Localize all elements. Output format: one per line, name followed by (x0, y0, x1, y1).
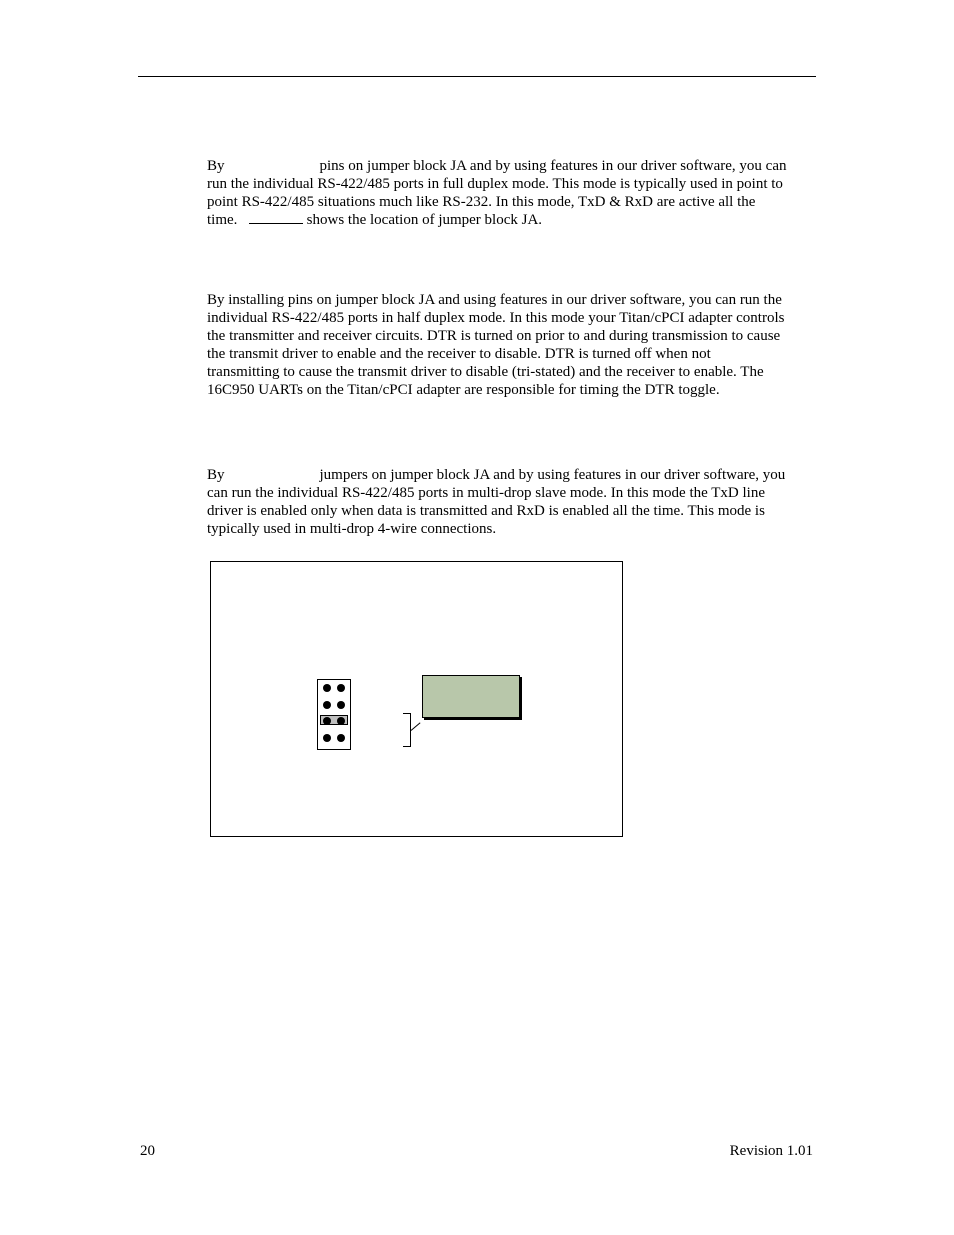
callout-label-box (422, 675, 520, 718)
page-number: 20 (140, 1143, 155, 1159)
jumper-block-ja (317, 679, 351, 750)
paragraph-text: pins on jumper block JA and by using features in our driver software, you can (319, 158, 787, 174)
paragraph-line: the transmitter and receiver circuits. DTR is turned on prior to and during transmission to cause (207, 328, 781, 344)
paragraph-line: typically used in multi-drop 4-wire connections. (207, 521, 497, 537)
paragraph-line: run the individual RS-422/485 ports in full duplex mode. This mode is typically used in point to (207, 176, 783, 192)
jumper-pin (337, 684, 345, 692)
paragraph-line: 16C950 UARTs on the Titan/cPCI adapter are responsible for timing the DTR toggle. (207, 382, 720, 398)
paragraph-line (207, 211, 817, 229)
paragraph-line: driver is enabled only when data is transmitted and RxD is enabled all the time. This mode is (207, 503, 765, 519)
paragraph-line (207, 157, 817, 175)
full-duplex-paragraph (207, 157, 817, 229)
jumper-pin (323, 717, 331, 725)
paragraph-line: By installing pins on jumper block JA and using features in our driver software, you can run the (207, 292, 782, 308)
jumper-pin (337, 701, 345, 709)
paragraph-text: time. (207, 212, 238, 228)
half-duplex-paragraph (207, 291, 817, 399)
figure-reference-link[interactable] (249, 211, 303, 224)
paragraph-text: By (207, 467, 225, 483)
paragraph-text: shows the location of jumper block JA. (306, 212, 543, 228)
paragraph-line: the transmit driver to enable and the receiver to disable. DTR is turned off when not (207, 346, 711, 362)
paragraph-text: By (207, 158, 225, 174)
paragraph-line (207, 466, 817, 484)
jumper-pin (337, 717, 345, 725)
jumper-pin (323, 684, 331, 692)
paragraph-text: jumpers on jumper block JA and by using features in our driver software, you (319, 467, 786, 483)
header-rule (138, 76, 816, 77)
jumper-pin (337, 734, 345, 742)
revision-label: Revision 1.01 (729, 1143, 813, 1159)
callout-leader-line (411, 722, 421, 730)
paragraph-line: can run the individual RS-422/485 ports in multi-drop slave mode. In this mode the TxD line (207, 485, 765, 501)
paragraph-line: point RS-422/485 situations much like RS-232. In this mode, TxD & RxD are active all the (207, 194, 756, 210)
paragraph-line: transmitting to cause the transmit driver to disable (tri-stated) and the receiver to enable. The (207, 364, 764, 380)
jumper-figure (210, 561, 623, 837)
jumper-pin (323, 701, 331, 709)
jumper-pin (323, 734, 331, 742)
multidrop-paragraph (207, 466, 817, 538)
paragraph-line: individual RS-422/485 ports in half duplex mode. In this mode your Titan/cPCI adapter controls (207, 310, 785, 326)
